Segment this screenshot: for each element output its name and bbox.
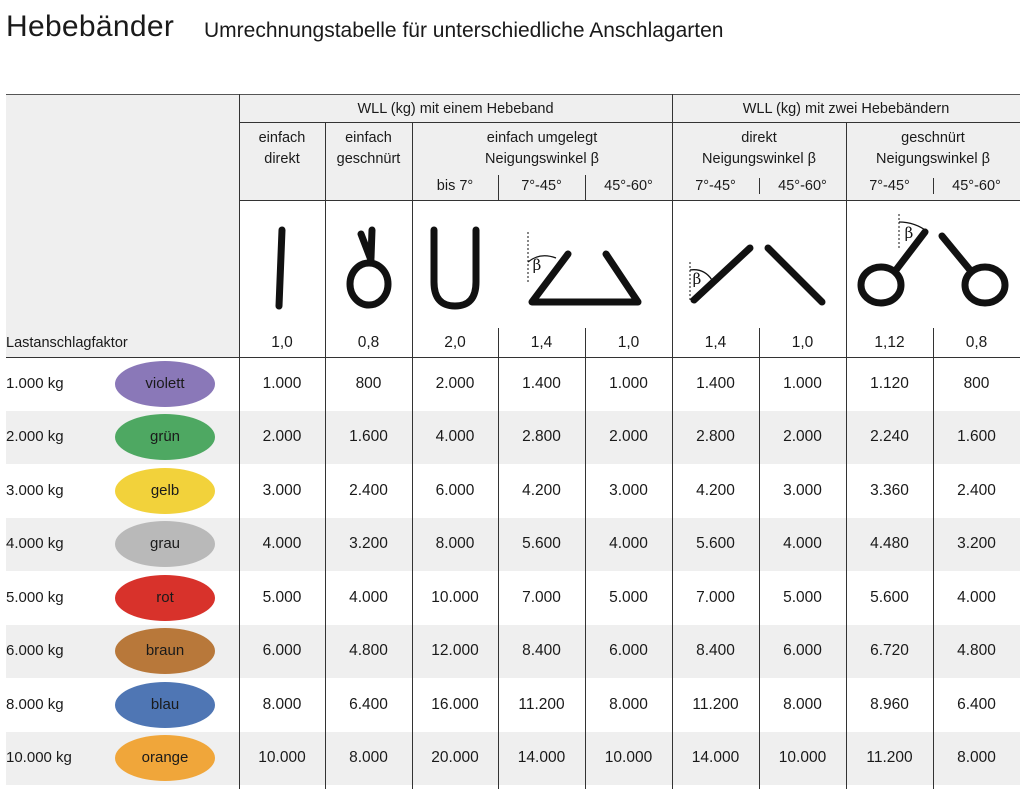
table-cell: 10.000 [258,749,306,767]
factor-value: 0,8 [965,334,988,351]
sling-direct-left-icon [694,248,750,300]
table-cell: 6.000 [783,642,822,660]
sling-basket-icon [434,230,476,306]
table-cell: 2.240 [870,428,909,446]
col-header-direkt-line1: direkt [741,130,777,146]
table-cell: 5.000 [262,588,302,606]
factor-value: 1,0 [791,334,814,351]
table-cell: 3.200 [349,535,388,553]
table-cell: 2.400 [349,481,388,499]
angle-label: 45°-60° [604,178,653,194]
table-cell: 4.200 [696,481,735,499]
table-cell: 1.120 [870,374,909,392]
color-badge: braun [115,628,215,674]
color-badge: rot [115,575,215,621]
table-cell: 4.800 [957,642,996,660]
col-header-geschnuert-line1: geschnürt [901,130,965,146]
table-cell: 8.000 [783,695,822,713]
table-cell: 11.200 [866,749,913,767]
table-cell: 6.000 [435,481,475,499]
row-label-wll: 3.000 kg [6,481,64,499]
row-label-wll: 6.000 kg [6,642,64,660]
table-cell: 3.000 [783,481,822,499]
angle-label: 45°-60° [778,178,827,194]
factor-label: Lastanschlagfaktor [6,335,128,351]
table-cell: 1.000 [609,374,648,392]
factor-value: 0,8 [357,334,380,351]
col-header-einfach-geschnuert-line2: geschnürt [336,151,401,167]
table-cell: 4.000 [435,428,475,446]
table-cell: 1.400 [522,374,561,392]
angle-label: 7°-45° [695,178,736,194]
table-cell: 6.000 [262,642,302,660]
sling-choke-left-loop-icon [861,267,901,303]
table-cell: 4.480 [870,535,909,553]
color-badge: orange [115,735,215,781]
table-cell: 3.000 [262,481,302,499]
table-cell: 2.000 [609,428,648,446]
beta-label: β [532,256,542,274]
angle-label: bis 7° [436,178,474,194]
table-cell: 8.400 [522,642,561,660]
table-cell: 10.000 [604,749,653,767]
table-cell: 14.000 [691,749,740,767]
table-cell: 3.360 [870,481,909,499]
table-cell: 14.000 [517,749,566,767]
sling-choke-loop-icon [350,263,388,305]
table-cell: 8.000 [349,749,388,767]
color-badge: violett [115,361,215,407]
table-cell: 2.800 [522,428,561,446]
sling-direct-right-icon [768,248,822,302]
table-cell: 2.800 [696,428,735,446]
page-subtitle: Umrechnungstabelle für unterschiedliche Anschlagarten [204,19,724,42]
table-cell: 7.000 [696,588,735,606]
table-cell: 5.000 [783,588,822,606]
col-header-geschnuert-line2: Neigungswinkel β [876,151,990,167]
table-cell: 8.400 [696,642,735,660]
table-cell: 800 [963,374,990,392]
table-cell: 6.400 [349,695,388,713]
table-cell: 2.000 [435,374,475,392]
factor-value: 2,0 [444,334,466,351]
group-header-single: WLL (kg) mit einem Hebeband [357,101,554,117]
table-cell: 6.400 [957,695,996,713]
table-cell: 4.000 [957,588,996,606]
table-cell: 8.000 [609,695,648,713]
page-title: Hebebänder [6,10,175,43]
table-cell: 5.600 [696,535,735,553]
table-cell: 800 [355,374,382,392]
table-cell: 5.600 [870,588,909,606]
table-cell: 11.200 [692,695,739,713]
table-cell: 4.800 [349,642,388,660]
table-cell: 2.000 [783,428,822,446]
col-header-direkt-line2: Neigungswinkel β [702,151,816,167]
sling-choke-right-loop-icon [965,267,1005,303]
color-badge: gelb [115,468,215,514]
row-label-wll: 8.000 kg [6,695,64,713]
group-header-double: WLL (kg) mit zwei Hebebändern [742,101,950,117]
color-badge: grau [115,521,215,567]
row-label-wll: 4.000 kg [6,535,64,553]
factor-value: 1,4 [704,334,727,351]
table-cell: 4.000 [783,535,822,553]
table-cell: 10.000 [431,588,479,606]
table-cell: 4.200 [522,481,561,499]
table-cell: 8.000 [435,535,475,553]
beta-label: β [904,224,914,242]
table-cell: 2.000 [262,428,302,446]
table-cell: 4.000 [609,535,648,553]
col-header-einfach-umgelegt-line2: Neigungswinkel β [485,151,599,167]
angle-label: 7°-45° [521,178,562,194]
color-badge: grün [115,414,215,460]
factor-value: 1,12 [874,334,905,351]
table-cell: 8.000 [262,695,302,713]
col-header-einfach-geschnuert-line1: einfach [345,130,392,146]
sling-straight-icon [279,230,282,306]
table-cell: 16.000 [431,695,479,713]
sling-triangle-icon [532,254,638,302]
factor-value: 1,0 [271,334,293,351]
table-cell: 6.000 [609,642,648,660]
table-cell: 1.600 [957,428,996,446]
table-cell: 2.400 [957,481,996,499]
color-badge: blau [115,682,215,728]
beta-label: β [692,270,702,288]
col-header-einfach-direkt-line1: einfach [258,130,306,146]
table-cell: 4.000 [262,535,302,553]
table-cell: 4.000 [349,588,388,606]
table-cell: 1.600 [349,428,388,446]
angle-label: 45°-60° [952,178,1001,194]
table-cell: 20.000 [431,749,479,767]
table-cell: 6.720 [870,642,909,660]
table-cell: 3.200 [957,535,996,553]
row-label-wll: 10.000 kg [6,749,72,767]
table-cell: 12.000 [431,642,479,660]
table-cell: 10.000 [778,749,827,767]
table-cell: 5.000 [609,588,648,606]
col-header-einfach-direkt-line2: direkt [264,151,300,167]
table-cell: 1.400 [696,374,735,392]
table-cell: 11.200 [518,695,565,713]
factor-value: 1,0 [617,334,640,351]
table-cell: 1.000 [783,374,822,392]
table-cell: 3.000 [609,481,648,499]
col-header-einfach-umgelegt-line1: einfach umgelegt [486,130,598,146]
table-cell: 1.000 [262,374,302,392]
table-cell: 8.000 [957,749,996,767]
row-label-wll: 2.000 kg [6,428,64,446]
factor-value: 1,4 [530,334,553,351]
table-cell: 5.600 [522,535,561,553]
angle-label: 7°-45° [869,178,910,194]
sling-choke-right-icon [942,236,970,270]
table-cell: 7.000 [522,588,561,606]
table-cell: 8.960 [870,695,909,713]
row-label-wll: 5.000 kg [6,588,64,606]
row-label-wll: 1.000 kg [6,374,64,392]
